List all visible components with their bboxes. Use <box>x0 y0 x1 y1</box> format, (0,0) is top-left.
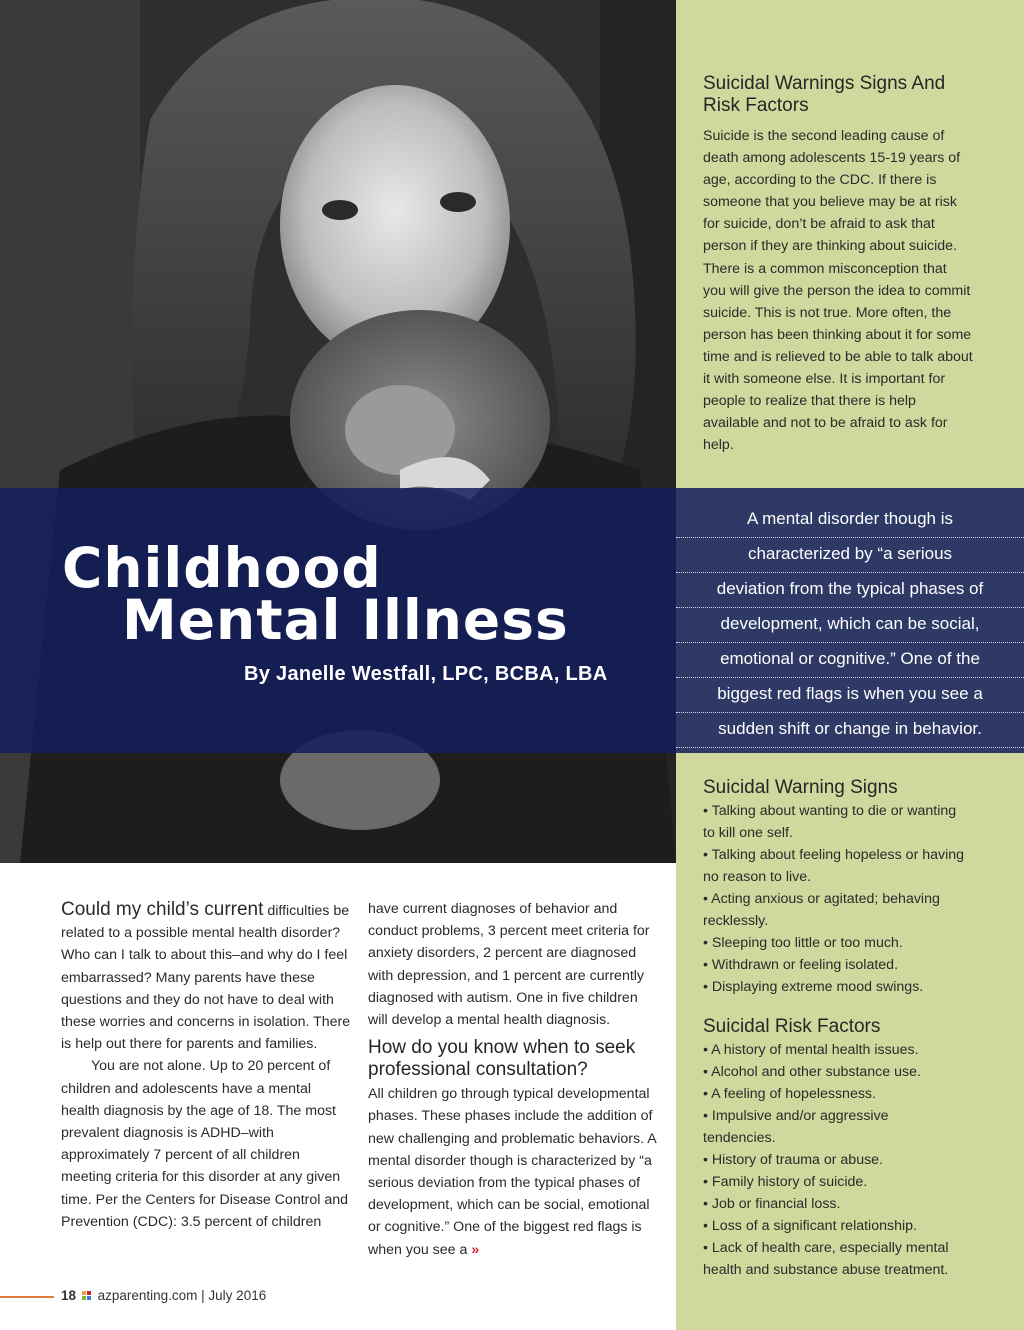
footer-separator: | <box>201 1288 205 1303</box>
byline: By Janelle Westfall, LPC, BCBA, LBA <box>244 663 608 685</box>
warning-signs-title: Suicidal Warning Signs <box>703 777 898 798</box>
headline-line-2: Mental Illness <box>122 588 569 652</box>
page-number: 18 <box>61 1288 77 1303</box>
pull-quote-line: emotional or cognitive.” One of the <box>676 643 1024 678</box>
list-item: • Withdrawn or feeling isolated. <box>703 957 899 973</box>
list-item: • Alcohol and other substance use. <box>703 1064 921 1080</box>
list-item: • A feeling of hopelessness. <box>703 1086 876 1102</box>
list-item: • Loss of a significant relationship. <box>703 1218 917 1234</box>
list-item: • A history of mental health issues. <box>703 1042 919 1058</box>
risk-factors-box <box>703 1016 965 1281</box>
article-paragraph <box>368 1083 658 1261</box>
footer-site: azparenting.com <box>97 1288 198 1303</box>
pull-quote <box>676 503 1024 748</box>
article-column-1 <box>61 898 351 1233</box>
article-paragraph: You are not alone. Up to 20 percent of children and adolescents have a mental health diagnosis by the age of 18. The most prevalent diagnosis is ADHD–with approximately 7 percent of all children meeting criteria for this disorder at any given time. Per the Centers for Disease Control and Prevention (CDC): 3.5 percent of children <box>61 1058 349 1230</box>
list-item: • Talking about wanting to die or wanting to kill one self. <box>703 803 957 841</box>
article-paragraph-text: All children go through typical developmental phases. These phases include the addition of new challenging and problematic behaviors. A mental disorder though is characterized by “a serious deviation from the typical phases of development, which can be social, emotional or cognitive.” One of the biggest red flags is when you see a <box>368 1086 656 1258</box>
list-item: • Job or financial loss. <box>703 1196 841 1212</box>
pull-quote-line: development, which can be social, <box>676 608 1024 643</box>
article-lead-in: Could my child’s current <box>61 899 264 920</box>
logo-dots-icon <box>82 1291 92 1301</box>
list-item: • Family history of suicide. <box>703 1174 868 1190</box>
risk-factors-title: Suicidal Risk Factors <box>703 1016 881 1037</box>
warning-signs-list <box>703 800 965 998</box>
risk-factors-list <box>703 1039 965 1281</box>
list-item: • Lack of health care, especially mental health and substance abuse treatment. <box>703 1240 949 1278</box>
pull-quote-line: sudden shift or change in behavior. <box>676 713 1024 748</box>
sidebar-intro-title: Suicidal Warnings Signs And Risk Factors <box>703 73 946 116</box>
list-item: • Acting anxious or agitated; behaving recklessly. <box>703 891 940 929</box>
footer-date: July 2016 <box>208 1288 267 1303</box>
footer-rule <box>0 1296 54 1298</box>
pull-quote-line: biggest red flags is when you see a <box>676 678 1024 713</box>
warning-signs-box <box>703 777 965 998</box>
footer <box>61 1288 266 1303</box>
list-item: • Talking about feeling hopeless or having no reason to live. <box>703 847 965 885</box>
article-paragraph: have current diagnoses of behavior and conduct problems, 3 percent meet criteria for anxiety disorders, 2 percent are diagnosed with depression, and 1 percent are currently diagnosed with autism. One in five children will develop a mental health diagnosis. <box>368 901 650 1029</box>
continued-arrow-icon: » <box>471 1241 480 1258</box>
sidebar-intro-box <box>703 73 973 456</box>
article-column-2 <box>368 898 658 1261</box>
headline-line-1: Childhood <box>62 536 382 600</box>
list-item: • Sleeping too little or too much. <box>703 935 903 951</box>
pull-quote-line: characterized by “a serious <box>676 538 1024 573</box>
list-item: • History of trauma or abuse. <box>703 1152 884 1168</box>
pull-quote-line: A mental disorder though is <box>676 503 1024 538</box>
article-subheading: How do you know when to seek professional consultation? <box>368 1037 636 1081</box>
article-paragraph <box>61 898 351 1055</box>
article-paragraph-text: difficulties be related to a possible mental health disorder? Who can I talk to about this–and why do I feel embarrassed? Many parents have these questions and they do not have to deal with these worries and concerns in isolation. There is help out there for parents and families. <box>61 903 351 1053</box>
list-item: • Impulsive and/or aggressive tendencies. <box>703 1108 889 1146</box>
pull-quote-line: deviation from the typical phases of <box>676 573 1024 608</box>
list-item: • Displaying extreme mood swings. <box>703 979 924 995</box>
sidebar-intro-text: Suicide is the second leading cause of death among adolescents 15-19 years of age, according to the CDC. If there is someone that you believe may be at risk for suicide, don’t be afraid to ask that person if they are thinking about suicide. There is a common misconception that you will give the person the idea to commit suicide. This is not true. More often, the person has been thinking about it for some time and is relieved to be able to talk about it with someone else. It is important for people to realize that there is help available and not to be afraid to ask for help. <box>703 128 973 454</box>
